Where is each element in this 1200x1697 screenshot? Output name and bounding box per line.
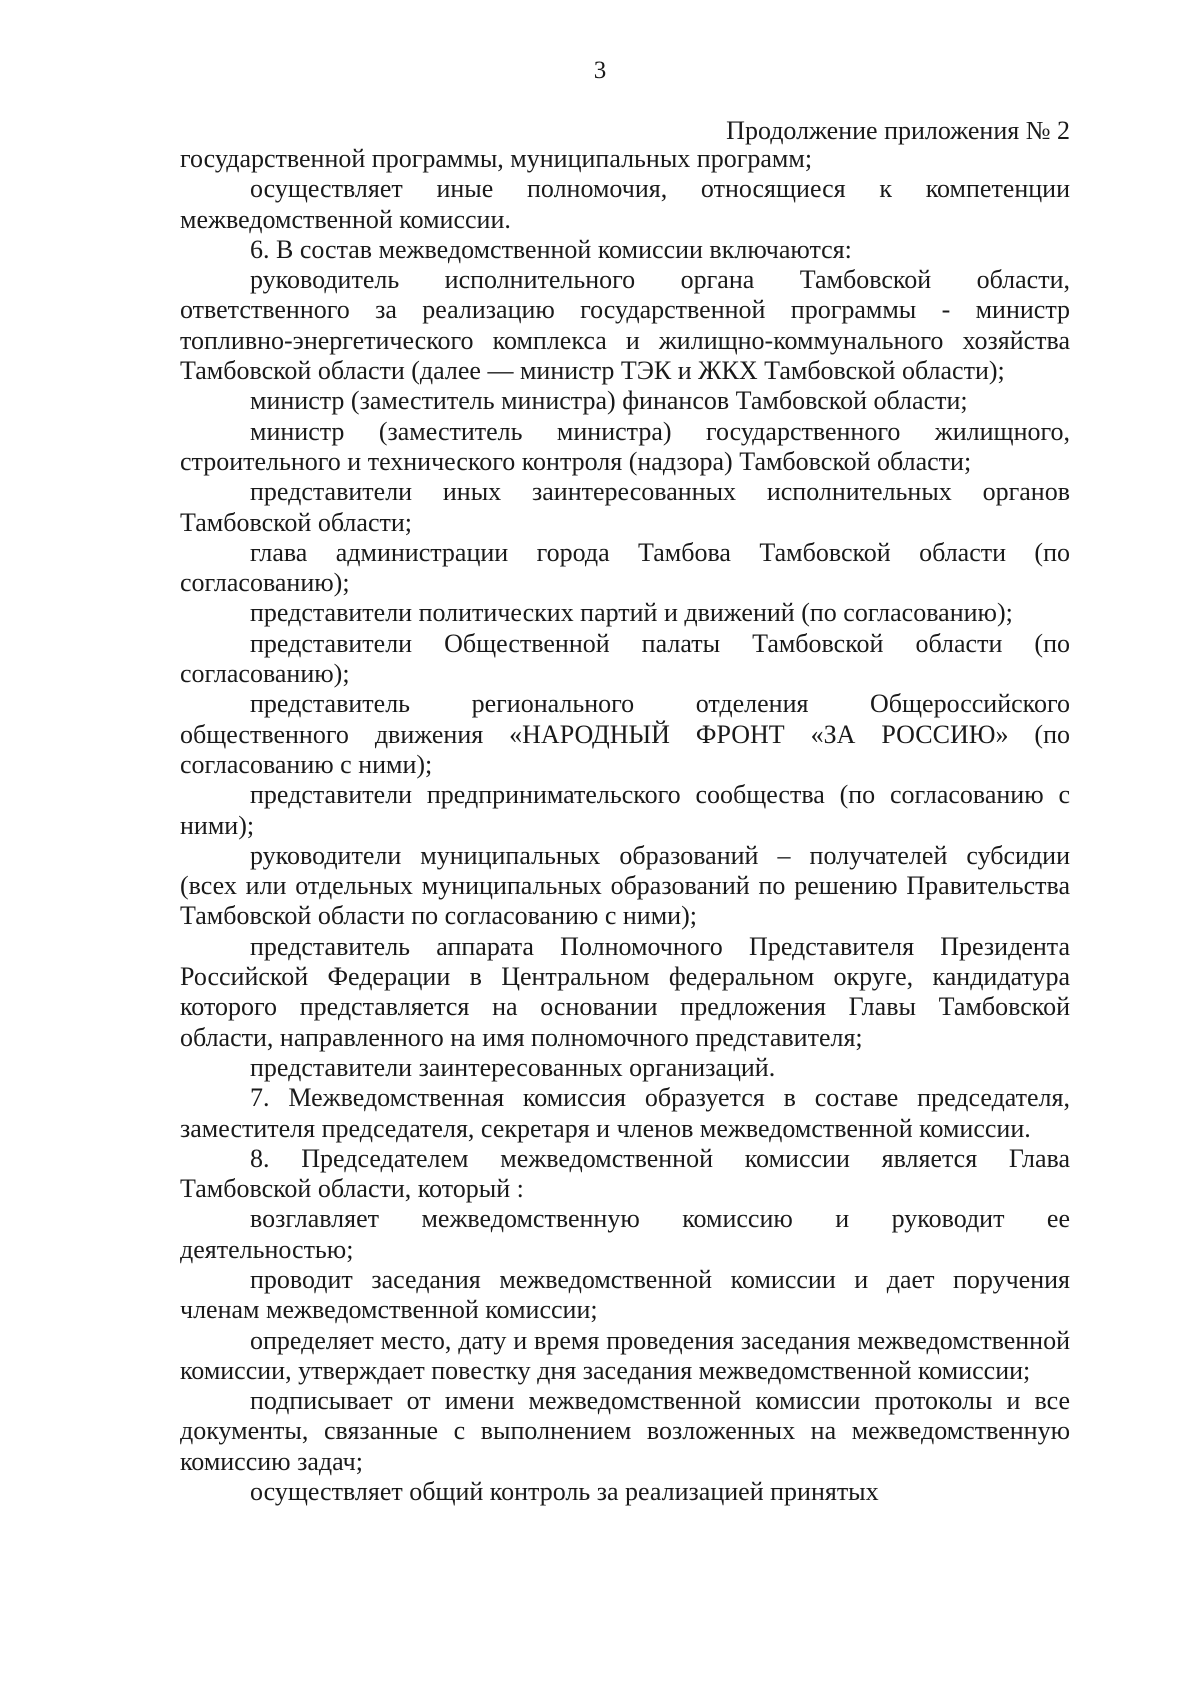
paragraph-member-organizations: представители заинтересованных организаций. — [250, 1052, 776, 1082]
paragraph-member-business-community: представители предпринимательского сообщества (по согласованию с ними); — [180, 780, 1070, 840]
paragraph-member-housing-control-minister: министр (заместитель министра) государственного жилищного, строительного и технического контроля (надзора) Тамбовской области; — [180, 416, 1070, 476]
paragraph-section-8: 8. Председателем межведомственной комиссии является Глава Тамбовской области, который : — [180, 1143, 1070, 1204]
paragraph-member-presidential-envoy: представитель аппарата Полномочного Представителя Президента Российской Федерации в Центральном федеральном округе, кандидатура которого представляется на основании предложения Главы Тамбовской области, направленного на имя полномочного представителя; — [180, 931, 1070, 1052]
paragraph-chair-holds-meetings: проводит заседания межведомственной комиссии и дает поручения членам межведомственной комиссии; — [180, 1264, 1070, 1325]
paragraph-member-head-executive-body: руководитель исполнительного органа Тамбовской области, ответственного за реализацию государственной программы - министр топливно-энергетического комплекса и жилищно-коммунального хозяйства Тамбовской области (далее — министр ТЭК и ЖКХ Тамбовской области); — [180, 265, 1070, 386]
document-body — [180, 144, 1070, 1507]
paragraph-member-peoples-front: представитель регионального отделения Общероссийского общественного движения «НАРОДНЫЙ ФРОНТ «ЗА РОССИЮ» (по согласованию с ними); — [180, 689, 1070, 779]
paragraph-section-7: 7. Межведомственная комиссия образуется в составе председателя, заместителя председателя, секретаря и членов межведомственной комиссии. — [180, 1083, 1070, 1143]
paragraph-member-public-chamber: представители Общественной палаты Тамбовской области (по согласованию); — [180, 628, 1070, 689]
page-number: 3 — [593, 57, 607, 84]
paragraph-chair-sets-agenda: определяет место, дату и время проведения заседания межведомственной комиссии, утверждает повестку дня заседания межведомственной комиссии; — [180, 1325, 1070, 1385]
paragraph-other-powers: осуществляет иные полномочия, относящиеся к компетенции межведомственной комиссии. — [180, 174, 1070, 234]
paragraph-member-tambov-city-head: глава администрации города Тамбова Тамбовской области (по согласованию); — [180, 537, 1070, 598]
paragraph-chair-general-control: осуществляет общий контроль за реализацией принятых — [250, 1477, 879, 1507]
paragraph-member-political-parties: представители политических партий и движений (по согласованию); — [250, 598, 1013, 628]
paragraph-chair-signs-documents: подписывает от имени межведомственной комиссии протоколы и все документы, связанные с выполнением возложенных на межведомственную комиссию задач; — [180, 1386, 1070, 1476]
paragraph-member-municipal-heads: руководители муниципальных образований – получателей субсидии (всех или отдельных муниципальных образований по решению Правительства Тамбовской области по согласованию с ними); — [180, 840, 1070, 931]
appendix-continuation-note: Продолжение приложения № 2 — [726, 116, 1070, 145]
paragraph-chair-leads: возглавляет межведомственную комиссию и руководит ее деятельностью; — [180, 1204, 1070, 1264]
paragraph-continuation: государственной программы, муниципальных программ; — [180, 144, 813, 173]
paragraph-member-finance-minister: министр (заместитель министра) финансов Тамбовской области; — [250, 386, 968, 416]
paragraph-member-other-executive-bodies: представители иных заинтересованных исполнительных органов Тамбовской области; — [180, 477, 1070, 537]
paragraph-section-6-heading: 6. В состав межведомственной комиссии включаются: — [250, 234, 852, 264]
